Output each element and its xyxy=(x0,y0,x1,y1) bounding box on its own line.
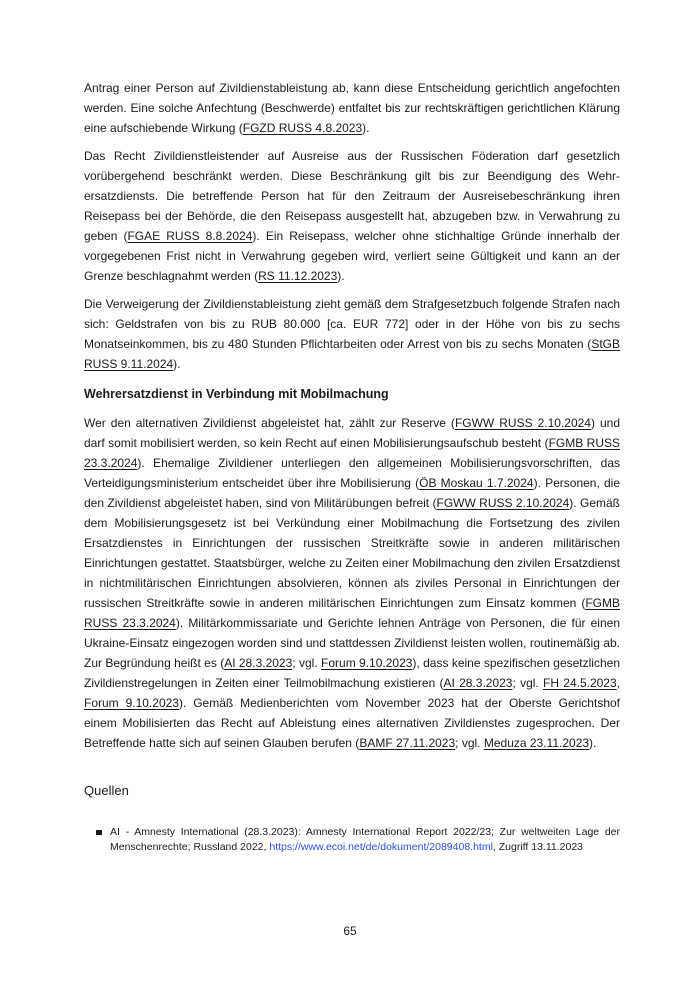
text-run: ). Gemäß Medienberichten vom November 2023 hat der Oberste Gerichtshof einem Mobilisierten das Recht auf Ableistung eines alternativen Zivildienstes zugesprochen. Der Betreffende hatte sich auf seinen Glauben berufen ( xyxy=(84,696,620,750)
text-run: Wer den alternativen Zivildienst abgeleistet hat, zählt zur Reserve ( xyxy=(84,416,455,430)
source-item xyxy=(84,825,620,855)
text-run: ), dass keine spezifischen gesetzlichen Zivildienstregelungen in Zeiten einer Teilmobilmachung existieren ( xyxy=(84,656,620,690)
citation-ref[interactable]: FGMB RUSS 23.3.2024 xyxy=(84,596,620,630)
citation-ref[interactable]: FH 24.5.2023 xyxy=(543,676,617,690)
text-run: ). Ehemalige Zivildiener unterliegen den allgemeinen Mobilisierungsvorschriften, das Verteidigungsministerium entscheidet über ihre Mobilisierung ( xyxy=(84,456,620,490)
text-run: Das Recht Zivildienstleistender auf Ausreise aus der Russischen Föderation darf gesetzlich vorübergehend beschränkt werden. Diese Beschränkung gilt bis zur Beendigung des Wehrersatzdiensts. Die betreffende Person hat für den Zeitraum der Ausreisebeschränkung ihren Reisepass bei der Behörde, die den Reisepass ausgestellt hat, abzugeben bzw. in Verwahrung zu geben ( xyxy=(84,149,620,243)
text-run: ). Personen, die den Zivildienst abgeleistet haben, sind von Militärübungen befreit ( xyxy=(84,476,621,510)
text-run: Die Verweigerung der Zivildienstableistung zieht gemäß dem Strafgesetzbuch folgende Strafen nach sich: Geldstrafen von bis zu RUB 80.000 [ca. EUR 772] oder in der Höhe von bis zu sechs Monatseinkommen, bis zu 480 Stunden Pflichtarbeiten oder Arrest von bis zu sechs Monaten ( xyxy=(84,297,620,351)
citation-ref[interactable]: FGMB RUSS 23.3.2024 xyxy=(84,436,620,470)
citation-ref[interactable]: Forum 9.10.2023 xyxy=(321,656,413,670)
citation-ref[interactable]: FGZD RUSS 4.8.2023 xyxy=(242,121,363,135)
citation-ref[interactable]: FGWW RUSS 2.10.2024 xyxy=(454,416,591,430)
square-bullet-icon xyxy=(96,830,102,836)
sources-heading: Quellen xyxy=(84,783,129,798)
text-run: ) und darf somit mobilisiert werden, so kein Recht auf einen Mobilisierungsaufschub besteht ( xyxy=(84,416,620,450)
citation-ref[interactable]: AI 28.3.2023 xyxy=(443,676,513,690)
citation-ref[interactable]: FGWW RUSS 2.10.2024 xyxy=(436,496,570,510)
page-content xyxy=(84,78,620,855)
sources-list xyxy=(84,825,620,855)
text-run: , xyxy=(616,676,620,690)
text-run: ; vgl. xyxy=(292,656,322,670)
page-number: 65 xyxy=(343,924,357,938)
text-run: ). xyxy=(173,357,181,371)
citation-ref[interactable]: BAMF 27.11.2023 xyxy=(359,736,456,750)
text-run: ; vgl. xyxy=(455,736,484,750)
text-run: ). xyxy=(362,121,370,135)
citation-ref[interactable]: Meduza 23.11.2023 xyxy=(483,736,590,750)
paragraph-appeal-effect xyxy=(84,78,620,138)
text-run: ). Gemäß dem Mobilisierungsgesetz ist bei Verkündung einer Mobilmachung die Fortsetzung des zivilen Ersatzdienstes in Einrichtungen der russischen Streitkräfte sowie in anderen militärischen Einrichtungen gestattet. Staatsbürger, welche zu Zeiten einer Mobilmachung den zivilen Ersatzdienst in nichtmilitärischen Einrichtungen absolvieren, können als ziviles Personal in Einrichtungen der russischen Streitkräfte sowie in anderen militärischen Einrichtungen zum Einsatz kommen ( xyxy=(84,496,620,610)
text-run: AI - Amnesty International (28.3.2023): Amnesty International Report 2022/23; Zur weltweiten Lage der Menschenrechte; Russland 2022, xyxy=(110,826,620,853)
citation-ref[interactable]: AI 28.3.2023 xyxy=(224,656,293,670)
citation-ref[interactable]: RS 11.12.2023 xyxy=(258,269,338,283)
text-run: ). xyxy=(337,269,345,283)
text-run: Antrag einer Person auf Zivildienstableistung ab, kann diese Entscheidung gerichtlich angefochten werden. Eine solche Anfechtung (Beschwerde) entfaltet bis zur rechtskräftigen gerichtlichen Klärung eine aufschiebende Wirkung ( xyxy=(84,81,620,135)
citation-ref[interactable]: StGB RUSS 9.11.2024 xyxy=(84,337,620,371)
text-run: ). Militärkommissariate und Gerichte lehnen Anträge von Personen, die für einen Ukraine-Einsatz eingezogen worden sind und stattdessen Zivildienst leisten wollen, routinemäßig ab. Zur Begründung heißt es ( xyxy=(84,616,620,670)
citation-ref[interactable]: ÖB Moskau 1.7.2024 xyxy=(419,476,534,490)
paragraph-penalties xyxy=(84,294,620,374)
source-url-link[interactable]: https://www.ecoi.net/de/dokument/2089408.html xyxy=(269,841,493,853)
paragraph-mobilmachung xyxy=(84,413,620,753)
citation-ref[interactable]: FGAE RUSS 8.8.2024 xyxy=(127,229,253,243)
text-run: ). Ein Reisepass, welcher ohne stichhaltige Gründe innerhalb der vorgegebenen Frist nicht in Verwahrung gegeben wird, verliert seine Gültigkeit und kann an der Grenze beschlagnahmt werden ( xyxy=(84,229,621,283)
text-run: , Zugriff 13.11.2023 xyxy=(492,841,584,853)
source-text xyxy=(110,826,620,853)
citation-ref[interactable]: Forum 9.10.2023 xyxy=(84,696,179,710)
section-heading-mobilmachung: Wehrersatzdienst in Verbindung mit Mobilmachung xyxy=(84,387,389,401)
text-run: ; vgl. xyxy=(512,676,544,690)
text-run: ). xyxy=(589,736,597,750)
paragraph-exit-restriction xyxy=(84,146,620,286)
